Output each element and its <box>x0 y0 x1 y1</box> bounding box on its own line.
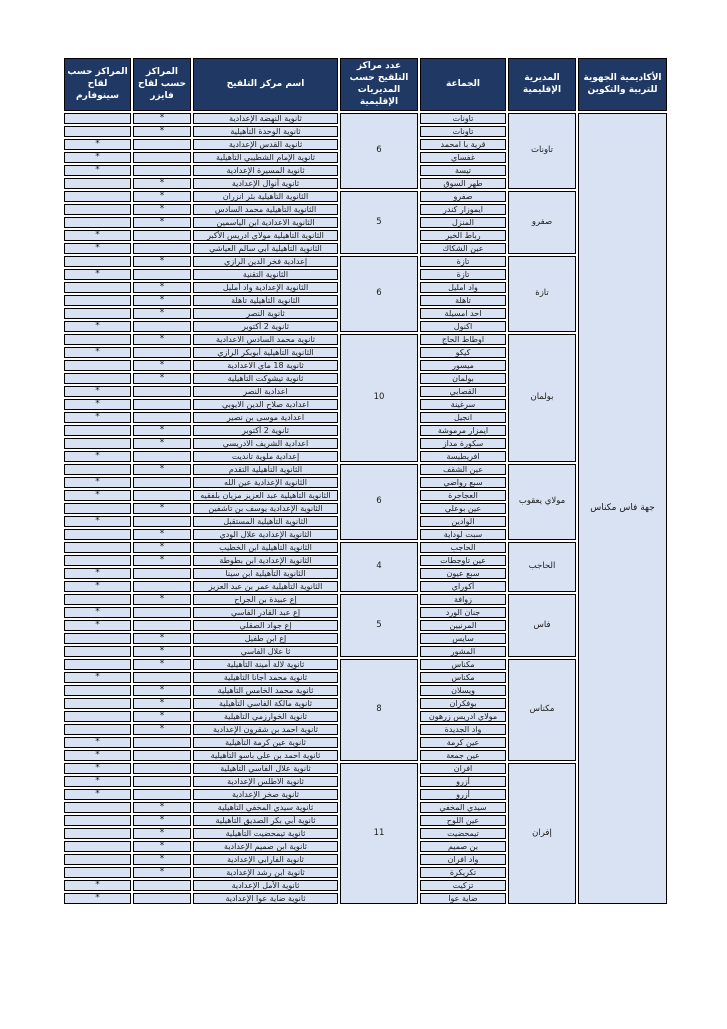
commune-cell: عين كرمة <box>420 737 506 748</box>
sinopharm-mark-cell <box>64 815 131 826</box>
pfizer-mark-cell: * <box>133 555 191 566</box>
header-center-name: اسم مركز التلقيح <box>193 58 338 111</box>
sinopharm-mark-cell: * <box>64 620 131 631</box>
center-name-cell: الثانوية التأهيلية ابن الخطيب <box>193 542 338 553</box>
pfizer-mark-cell <box>133 607 191 618</box>
pfizer-mark-cell <box>133 269 191 280</box>
sinopharm-mark-cell <box>64 542 131 553</box>
center-name-cell: إع ابن طفيل <box>193 633 338 644</box>
pfizer-mark-cell <box>133 776 191 787</box>
table-row <box>64 659 667 670</box>
center-name-cell: ثانوية الأمل الإعدادية <box>193 880 338 891</box>
commune-cell: الوادين <box>420 516 506 527</box>
pfizer-mark-cell: * <box>133 542 191 553</box>
commune-cell: تازة <box>420 256 506 267</box>
center-name-cell: الثانوية التأهيلية التقدم <box>193 464 338 475</box>
sinopharm-mark-cell: * <box>64 451 131 462</box>
sinopharm-mark-cell: * <box>64 750 131 761</box>
pfizer-mark-cell <box>133 165 191 176</box>
commune-cell: جنان الورد <box>420 607 506 618</box>
commune-cell: بوفكران <box>420 698 506 709</box>
pfizer-mark-cell: * <box>133 295 191 306</box>
commune-cell: المنزل <box>420 217 506 228</box>
center-name-cell: ثانوية محمد أجانا التأهيلية <box>193 672 338 683</box>
sinopharm-mark-cell <box>64 256 131 267</box>
commune-cell: تاونات <box>420 113 506 124</box>
center-name-cell: الثانوية الاعدادية ابن الياسمين <box>193 217 338 228</box>
centers-count-cell: 6 <box>340 256 418 332</box>
table-row <box>64 763 667 774</box>
center-name-cell: ثانوية مالكة الفاسي التأهيلية <box>193 698 338 709</box>
directorate-cell: مولاي يعقوب <box>508 464 576 540</box>
pfizer-mark-cell: * <box>133 464 191 475</box>
pfizer-mark-cell <box>133 789 191 800</box>
commune-cell: ضاية عوا <box>420 893 506 904</box>
pfizer-mark-cell: * <box>133 685 191 696</box>
center-name-cell: ثانوية محمد الخامس التأهيلية <box>193 685 338 696</box>
commune-cell: واد افران <box>420 854 506 865</box>
center-name-cell: الثانوية الإعدادية علال الودي <box>193 529 338 540</box>
pfizer-mark-cell: * <box>133 256 191 267</box>
table-row <box>64 256 667 267</box>
commune-cell: افران <box>420 763 506 774</box>
sinopharm-mark-cell: * <box>64 386 131 397</box>
pfizer-mark-cell: * <box>133 711 191 722</box>
commune-cell: قرية با امحمد <box>420 139 506 150</box>
sinopharm-mark-cell: * <box>64 893 131 904</box>
commune-cell: سكورة مداز <box>420 438 506 449</box>
table-row <box>64 464 667 475</box>
commune-cell: العجاجرة <box>420 490 506 501</box>
sinopharm-mark-cell: * <box>64 230 131 241</box>
pfizer-mark-cell <box>133 347 191 358</box>
center-name-cell: ثانوية الخوارزمي التأهيلية <box>193 711 338 722</box>
table-body <box>64 113 667 904</box>
center-name-cell: ثانوية صخر الإعدادية <box>193 789 338 800</box>
commune-cell: ميسور <box>420 360 506 371</box>
centers-count-cell: 8 <box>340 659 418 761</box>
sinopharm-mark-cell: * <box>64 789 131 800</box>
sinopharm-mark-cell: * <box>64 516 131 527</box>
commune-cell: تاهلة <box>420 295 506 306</box>
sinopharm-mark-cell: * <box>64 347 131 358</box>
pfizer-mark-cell: * <box>133 334 191 345</box>
pfizer-mark-cell: * <box>133 282 191 293</box>
sinopharm-mark-cell: * <box>64 412 131 423</box>
pfizer-mark-cell: * <box>133 425 191 436</box>
center-name-cell: الثانوية التأهيلية ابن سينا <box>193 568 338 579</box>
commune-cell: سبع رواضي <box>420 477 506 488</box>
table-row <box>64 191 667 202</box>
sinopharm-mark-cell <box>64 646 131 657</box>
pfizer-mark-cell: * <box>133 503 191 514</box>
sinopharm-mark-cell <box>64 308 131 319</box>
center-name-cell: ثانوية الفارابي الإعدادية <box>193 854 338 865</box>
header-centers-count: عدد مراكز التلقيح حسب المديريات الإقليمية <box>340 58 418 111</box>
center-name-cell: ثانوية المسيرة الإعدادية <box>193 165 338 176</box>
pfizer-mark-cell: * <box>133 841 191 852</box>
commune-cell: افريطيسة <box>420 451 506 462</box>
sinopharm-mark-cell: * <box>64 399 131 410</box>
commune-cell: اكنول <box>420 321 506 332</box>
sinopharm-mark-cell <box>64 529 131 540</box>
sinopharm-mark-cell <box>64 438 131 449</box>
pfizer-mark-cell <box>133 750 191 761</box>
sinopharm-mark-cell: * <box>64 880 131 891</box>
center-name-cell: ثانوية القدس الإعدادية <box>193 139 338 150</box>
pfizer-mark-cell <box>133 490 191 501</box>
pfizer-mark-cell: * <box>133 646 191 657</box>
center-name-cell: الثانوية التأهيلية تاهلة <box>193 295 338 306</box>
sinopharm-mark-cell: * <box>64 581 131 592</box>
centers-count-cell: 11 <box>340 763 418 904</box>
pfizer-mark-cell: * <box>133 438 191 449</box>
sinopharm-mark-cell: * <box>64 776 131 787</box>
directorate-cell: تاونات <box>508 113 576 189</box>
pfizer-mark-cell <box>133 737 191 748</box>
center-name-cell: الثانوية الإعدادية عين الله <box>193 477 338 488</box>
directorate-cell: صفرو <box>508 191 576 254</box>
header-directorate: المديرية الإقليمية <box>508 58 576 111</box>
sinopharm-mark-cell: * <box>64 269 131 280</box>
commune-cell: أزرو <box>420 776 506 787</box>
commune-cell: سبع عيون <box>420 568 506 579</box>
header-pfizer: المراكز حسب لقاح فايزر <box>133 58 191 111</box>
center-name-cell: إع عبد القادر الفاسي <box>193 607 338 618</box>
pfizer-mark-cell <box>133 321 191 332</box>
center-name-cell: إع جواد الصقلي <box>193 620 338 631</box>
center-name-cell: اعدادية موسى بن نصير <box>193 412 338 423</box>
pfizer-mark-cell: * <box>133 204 191 215</box>
sinopharm-mark-cell: * <box>64 490 131 501</box>
header-row <box>64 58 667 111</box>
sinopharm-mark-cell: * <box>64 243 131 254</box>
commune-cell: عين الشكاك <box>420 243 506 254</box>
commune-cell: تكريكرة <box>420 867 506 878</box>
pfizer-mark-cell: * <box>133 360 191 371</box>
pfizer-mark-cell: * <box>133 659 191 670</box>
pfizer-mark-cell: * <box>133 633 191 644</box>
pfizer-mark-cell: * <box>133 113 191 124</box>
commune-cell: عين بوعلي <box>420 503 506 514</box>
sinopharm-mark-cell: * <box>64 139 131 150</box>
pfizer-mark-cell: * <box>133 815 191 826</box>
commune-cell: رباط الخير <box>420 230 506 241</box>
commune-cell: تازة <box>420 269 506 280</box>
pfizer-mark-cell <box>133 386 191 397</box>
commune-cell: عين اللوح <box>420 815 506 826</box>
commune-cell: زوافة <box>420 594 506 605</box>
commune-cell: عين تاوجطات <box>420 555 506 566</box>
center-name-cell: الثانوية التأهيلية بئر انزران <box>193 191 338 202</box>
table-row <box>64 113 667 124</box>
pfizer-mark-cell: * <box>133 854 191 865</box>
centers-count-cell: 6 <box>340 464 418 540</box>
sinopharm-mark-cell: * <box>64 165 131 176</box>
sinopharm-mark-cell: * <box>64 152 131 163</box>
commune-cell: بولمان <box>420 373 506 384</box>
center-name-cell: الثانوية التأهيلية المستقبل <box>193 516 338 527</box>
center-name-cell: ثانوية لالة أمينة التأهيلية <box>193 659 338 670</box>
sinopharm-mark-cell <box>64 698 131 709</box>
sinopharm-mark-cell <box>64 555 131 566</box>
center-name-cell: الثانوية الإعدادية واد أمليل <box>193 282 338 293</box>
center-name-cell: ثانوية ابن صميم الإعدادية <box>193 841 338 852</box>
center-name-cell: إعدادية ملوية تانديت <box>193 451 338 462</box>
center-name-cell: ثانوية الاطلس الإعدادية <box>193 776 338 787</box>
sinopharm-mark-cell <box>64 594 131 605</box>
sinopharm-mark-cell <box>64 282 131 293</box>
pfizer-mark-cell <box>133 672 191 683</box>
pfizer-mark-cell <box>133 412 191 423</box>
center-name-cell: ثانوية 2 أكتوبر <box>193 425 338 436</box>
pfizer-mark-cell: * <box>133 178 191 189</box>
commune-cell: تيمحضيت <box>420 828 506 839</box>
center-name-cell: ثانوية سيدي المخفي التأهيلية <box>193 802 338 813</box>
commune-cell: واد الجديدة <box>420 724 506 735</box>
center-name-cell: ثانوية عين كرمة التأهيلية <box>193 737 338 748</box>
pfizer-mark-cell: * <box>133 698 191 709</box>
commune-cell: بن صميم <box>420 841 506 852</box>
center-name-cell: ثانوية 2 أكتوبر <box>193 321 338 332</box>
pfizer-mark-cell <box>133 152 191 163</box>
commune-cell: طهر السوق <box>420 178 506 189</box>
center-name-cell: الثانوية التأهيلية أبي سالم العياشي <box>193 243 338 254</box>
sinopharm-mark-cell <box>64 685 131 696</box>
pfizer-mark-cell <box>133 230 191 241</box>
sinopharm-mark-cell <box>64 867 131 878</box>
center-name-cell: إع عبيدة بن الجراح <box>193 594 338 605</box>
center-name-cell: الثانوية التأهيلية محمد السادس <box>193 204 338 215</box>
pfizer-mark-cell <box>133 516 191 527</box>
center-name-cell: ثانوية النصر <box>193 308 338 319</box>
commune-cell: تاونات <box>420 126 506 137</box>
center-name-cell: ثانوية ضاية عوا الإعدادية <box>193 893 338 904</box>
academy-region-cell: جهة فاس مكناس <box>578 113 667 904</box>
commune-cell: ايمزار مرموشة <box>420 425 506 436</box>
sinopharm-mark-cell <box>64 711 131 722</box>
center-name-cell: ثانوية تيمحضيت التأهيلية <box>193 828 338 839</box>
center-name-cell: ثانوية احمد بن شقرون الإعدادية <box>193 724 338 735</box>
vaccination-centers-table <box>62 56 669 906</box>
sinopharm-mark-cell: * <box>64 477 131 488</box>
header-sinopharm: المراكز حسب لقاح سينوفارم <box>64 58 131 111</box>
centers-count-cell: 10 <box>340 334 418 462</box>
commune-cell: اوطاط الحاج <box>420 334 506 345</box>
sinopharm-mark-cell: * <box>64 737 131 748</box>
center-name-cell: اعدادية صلاح الدين الايوبي <box>193 399 338 410</box>
sinopharm-mark-cell <box>64 295 131 306</box>
center-name-cell: الثانوية الإعدادية يوسف بن تاشفين <box>193 503 338 514</box>
table-row <box>64 542 667 553</box>
sinopharm-mark-cell <box>64 217 131 228</box>
pfizer-mark-cell <box>133 620 191 631</box>
center-name-cell: ثانوية النهضة الإعدادية <box>193 113 338 124</box>
sinopharm-mark-cell: * <box>64 321 131 332</box>
commune-cell: احد امسيلة <box>420 308 506 319</box>
pfizer-mark-cell <box>133 477 191 488</box>
sinopharm-mark-cell <box>64 503 131 514</box>
pfizer-mark-cell: * <box>133 724 191 735</box>
center-name-cell: الثانوية التأهيلية عبد العزيز مزيان بلفقيه <box>193 490 338 501</box>
center-name-cell: الثانوية الإعدادية ابن بطوطة <box>193 555 338 566</box>
pfizer-mark-cell <box>133 893 191 904</box>
centers-count-cell: 5 <box>340 594 418 657</box>
pfizer-mark-cell <box>133 139 191 150</box>
sinopharm-mark-cell: * <box>64 568 131 579</box>
pfizer-mark-cell: * <box>133 308 191 319</box>
commune-cell: الحاجب <box>420 542 506 553</box>
sinopharm-mark-cell: * <box>64 672 131 683</box>
directorate-cell: فاس <box>508 594 576 657</box>
center-name-cell: اعدادية النصر <box>193 386 338 397</box>
center-name-cell: ثانوية محمد السادس الاعدادية <box>193 334 338 345</box>
sinopharm-mark-cell <box>64 659 131 670</box>
commune-cell: عين الشقف <box>420 464 506 475</box>
directorate-cell: إفران <box>508 763 576 904</box>
sinopharm-mark-cell <box>64 633 131 644</box>
sinopharm-mark-cell <box>64 113 131 124</box>
pfizer-mark-cell: * <box>133 126 191 137</box>
center-name-cell: ثانوية علال الفاسي التأهيلية <box>193 763 338 774</box>
centers-count-cell: 4 <box>340 542 418 592</box>
pfizer-mark-cell <box>133 399 191 410</box>
commune-cell: سايس <box>420 633 506 644</box>
center-name-cell: الثانوية التقنية <box>193 269 338 280</box>
center-name-cell: إعدادية فخر الدين الرازي <box>193 256 338 267</box>
sinopharm-mark-cell <box>64 802 131 813</box>
pfizer-mark-cell <box>133 581 191 592</box>
sinopharm-mark-cell <box>64 425 131 436</box>
commune-cell: القصابي <box>420 386 506 397</box>
commune-cell: ويسلان <box>420 685 506 696</box>
commune-cell: سبت لوداية <box>420 529 506 540</box>
commune-cell: تيسة <box>420 165 506 176</box>
center-name-cell: ثانوية تيشوكت التأهيلية <box>193 373 338 384</box>
center-name-cell: ثانوية ابن رشد الإعدادية <box>193 867 338 878</box>
pfizer-mark-cell <box>133 763 191 774</box>
commune-cell: أزرو <box>420 789 506 800</box>
sinopharm-mark-cell <box>64 828 131 839</box>
center-name-cell: الثانوية التأهيلية أبوبكر الرازي <box>193 347 338 358</box>
pfizer-mark-cell: * <box>133 217 191 228</box>
commune-cell: واد امليل <box>420 282 506 293</box>
pfizer-mark-cell: * <box>133 529 191 540</box>
commune-cell: المرنيين <box>420 620 506 631</box>
center-name-cell: ثانوية الإمام الشطيبي التأهيلية <box>193 152 338 163</box>
pfizer-mark-cell: * <box>133 594 191 605</box>
commune-cell: مولاي ادريس زرهون <box>420 711 506 722</box>
centers-count-cell: 5 <box>340 191 418 254</box>
pfizer-mark-cell: * <box>133 802 191 813</box>
centers-count-cell: 6 <box>340 113 418 189</box>
pfizer-mark-cell: * <box>133 867 191 878</box>
commune-cell: أكوراي <box>420 581 506 592</box>
commune-cell: كيكو <box>420 347 506 358</box>
directorate-cell: تازة <box>508 256 576 332</box>
pfizer-mark-cell: * <box>133 191 191 202</box>
commune-cell: انجيل <box>420 412 506 423</box>
table-row <box>64 334 667 345</box>
sinopharm-mark-cell <box>64 724 131 735</box>
header-commune: الجماعة <box>420 58 506 111</box>
pfizer-mark-cell: * <box>133 373 191 384</box>
center-name-cell: ثانوية أبي بكر الصديق التأهيلية <box>193 815 338 826</box>
commune-cell: غفساي <box>420 152 506 163</box>
center-name-cell: ثا علال الفاسي <box>193 646 338 657</box>
sinopharm-mark-cell <box>64 178 131 189</box>
center-name-cell: ثانوية الوحدة التأهيلية <box>193 126 338 137</box>
sinopharm-mark-cell: * <box>64 763 131 774</box>
directorate-cell: بولمان <box>508 334 576 462</box>
center-name-cell: ثانوية أنوال الإعدادية <box>193 178 338 189</box>
table-row <box>64 594 667 605</box>
center-name-cell: الثانوية التأهيلية مولاي ادريس الأكبر <box>193 230 338 241</box>
pfizer-mark-cell <box>133 568 191 579</box>
commune-cell: المشور <box>420 646 506 657</box>
directorate-cell: الحاجب <box>508 542 576 592</box>
commune-cell: مكناس <box>420 659 506 670</box>
commune-cell: سرغينة <box>420 399 506 410</box>
sinopharm-mark-cell <box>64 360 131 371</box>
sinopharm-mark-cell <box>64 204 131 215</box>
sinopharm-mark-cell <box>64 854 131 865</box>
sinopharm-mark-cell: * <box>64 607 131 618</box>
directorate-cell: مكناس <box>508 659 576 761</box>
sinopharm-mark-cell <box>64 464 131 475</box>
center-name-cell: اعدادية الشريف الادريسي <box>193 438 338 449</box>
commune-cell: عين جمعة <box>420 750 506 761</box>
center-name-cell: ثانوية 18 ماي الاعدادية <box>193 360 338 371</box>
center-name-cell: الثانوية التأهيلية عمر بن عبد العزيز <box>193 581 338 592</box>
commune-cell: سيدي المخفي <box>420 802 506 813</box>
sinopharm-mark-cell <box>64 126 131 137</box>
pfizer-mark-cell <box>133 451 191 462</box>
sinopharm-mark-cell <box>64 373 131 384</box>
sinopharm-mark-cell <box>64 191 131 202</box>
pfizer-mark-cell <box>133 243 191 254</box>
center-name-cell: ثانوية احمد بن علي باسو التأهيلية <box>193 750 338 761</box>
commune-cell: ايموزار كندر <box>420 204 506 215</box>
pfizer-mark-cell: * <box>133 828 191 839</box>
sinopharm-mark-cell <box>64 334 131 345</box>
commune-cell: تزكيت <box>420 880 506 891</box>
commune-cell: صفرو <box>420 191 506 202</box>
commune-cell: مكناس <box>420 672 506 683</box>
sinopharm-mark-cell <box>64 841 131 852</box>
pfizer-mark-cell <box>133 880 191 891</box>
header-academy: الأكاديمية الجهوية للتربية والتكوين <box>578 58 667 111</box>
